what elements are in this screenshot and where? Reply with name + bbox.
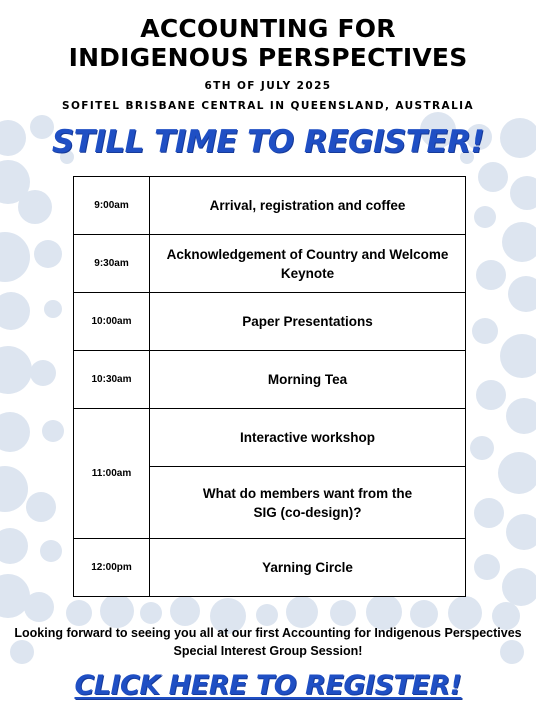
schedule-time: 10:00am — [74, 293, 150, 351]
schedule-time: 9:00am — [74, 177, 150, 235]
schedule-row — [74, 539, 466, 597]
event-venue: SOFITEL BRISBANE CENTRAL IN QUEENSLAND, AUSTRALIA — [62, 100, 474, 112]
schedule-row — [74, 177, 466, 235]
schedule-time: 9:30am — [74, 235, 150, 293]
event-date: 6TH OF JULY 2025 — [204, 80, 332, 92]
schedule-row — [74, 293, 466, 351]
schedule-row — [74, 235, 466, 293]
closing-message: Looking forward to seeing you all at our first Accounting for Indigenous Perspectives Special Interest Group Session! — [14, 626, 522, 658]
schedule-activity: What do members want from the SIG (co-design)? — [150, 467, 466, 539]
schedule-activity: Paper Presentations — [150, 293, 466, 351]
schedule-activity: Morning Tea — [150, 351, 466, 409]
schedule-table — [73, 176, 466, 597]
schedule-time: 11:00am — [74, 409, 150, 539]
register-cta[interactable] — [0, 670, 536, 701]
schedule-row — [74, 351, 466, 409]
schedule-time: 10:30am — [74, 351, 150, 409]
schedule-time: 12:00pm — [74, 539, 150, 597]
schedule-activity: Yarning Circle — [150, 539, 466, 597]
event-title-line1: ACCOUNTING FOR — [140, 14, 396, 43]
register-headline: STILL TIME TO REGISTER! — [51, 124, 485, 160]
schedule-activity: Arrival, registration and coffee — [150, 177, 466, 235]
schedule-row — [74, 409, 466, 467]
event-title-line2: INDIGENOUS PERSPECTIVES — [68, 43, 468, 72]
schedule-activity: Acknowledgement of Country and Welcome Keynote — [150, 235, 466, 293]
schedule-activity: Interactive workshop — [150, 409, 466, 467]
register-link[interactable]: CLICK HERE TO REGISTER! — [74, 670, 462, 701]
